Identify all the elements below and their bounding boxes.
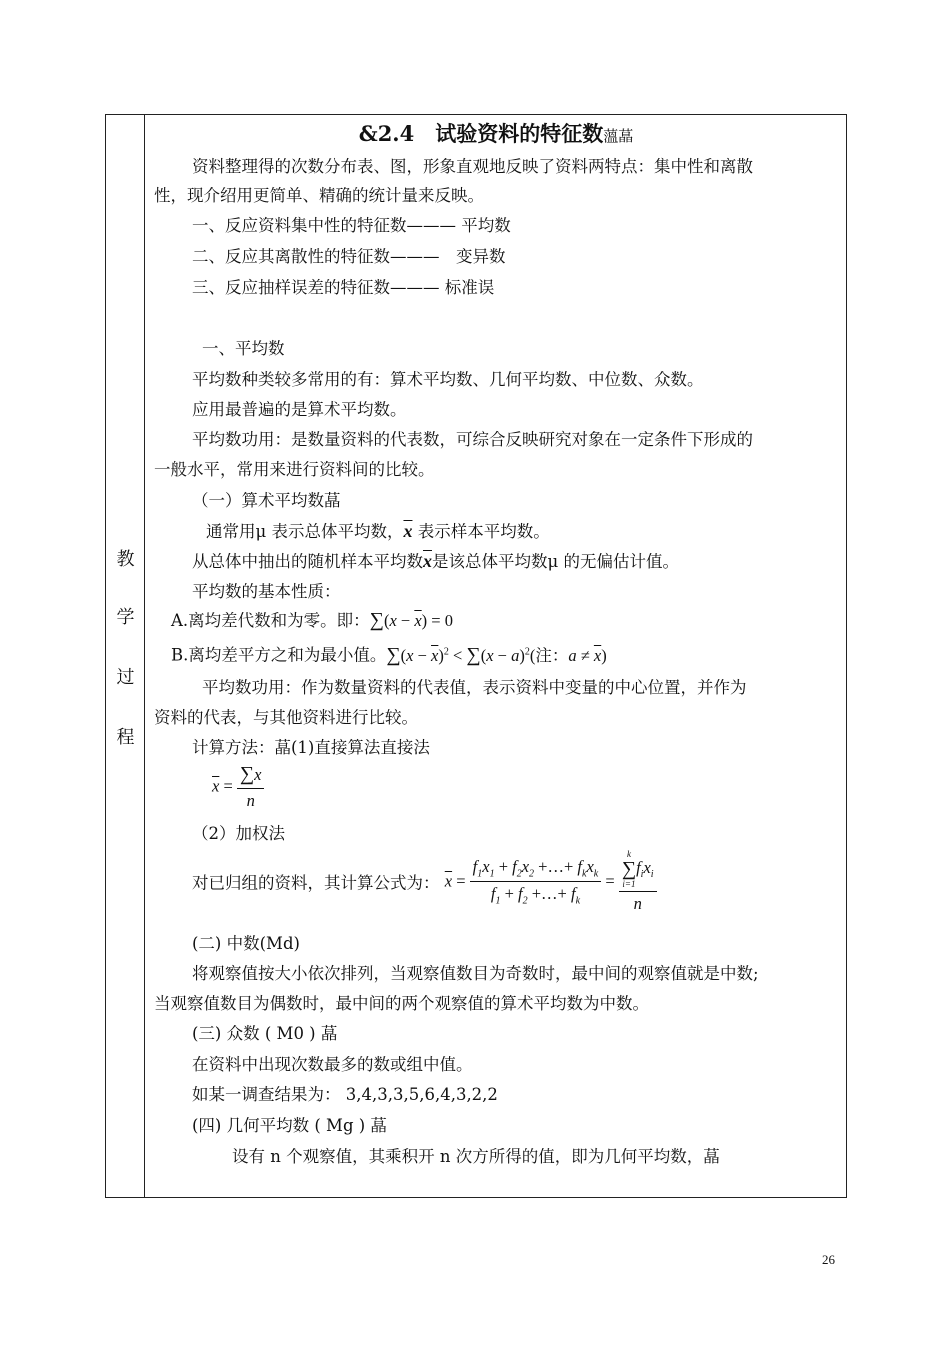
item-1: 一、反应资料集中性的特征数——— 平均数 (192, 216, 511, 235)
geometric-mean-desc: 设有 n 个观察值，其乘积开 n 次方所得的值，即为几何平均数，蕌 (232, 1147, 720, 1166)
intro-line-1: 资料整理得的次数分布表、图，形象直观地反映了资料两特点：集中性和离散 (192, 157, 753, 176)
formula-weighted-lhs: $\overline{x}$ (444, 871, 453, 891)
section-heading-mean: 一、平均数 (202, 339, 285, 358)
paragraph-function-1: 平均数功用：是数量资料的代表数，可综合反映研究对象在一定条件下形成的 (192, 430, 753, 449)
unbiased-line (192, 550, 838, 573)
paragraph-mean-types: 平均数种类较多常用的有：算术平均数、几何平均数、中位数、众数。 (192, 370, 704, 389)
property-b-text: B.离均差平方之和为最小值。 (171, 645, 387, 665)
subheading-geometric-mean: (四) 几何平均数 ( Mg ) 蕌 (192, 1116, 387, 1135)
item-3: 三、反应抽样误差的特征数——— 标准误 (192, 278, 495, 297)
title-tail: 薀蕌 (603, 127, 634, 145)
weighted-formula-line: 对已归组的资料，其计算公式为： $\overline{x}$ = $\frac{f_1x_1 + f_2x_2 +\dots+ f_kx_k}{f_1 + f_2 +\dots+ f_k}$ = k ∑ i=1 $f_ix_i$ n (192, 849, 838, 914)
subheading-arithmetic-mean: （一）算术平均数蕌 (192, 491, 341, 510)
subheading-mode: (三) 众数 ( M0 ) 蕌 (192, 1024, 338, 1043)
xbar-symbol: $\overline{x}$ (403, 521, 413, 541)
formula-direct-lhs: $\overline{x}$ (212, 776, 220, 796)
property-b (171, 641, 838, 667)
content-table (105, 114, 847, 1198)
formula-weighted-fraction-1: $\frac{f_1x_1 + f_2x_2 +\dots+ f_kx_k}{f_1 + f_2 +\dots+ f_k}$ (470, 857, 602, 907)
formula-sum-deviation: $\sum(x - \overline{x}) = 0$ (369, 609, 453, 631)
title-main: &2.4 试验资料的特征数 (358, 121, 604, 146)
notation-text-b: 表示样本平均数。 (412, 522, 550, 541)
formula-direct-fraction: $\frac{\sum x}{n}$ (237, 763, 265, 811)
paragraph-function-2: 一般水平，常用来进行资料间的比较。 (154, 460, 435, 479)
median-desc-1: 将观察值按大小依次排列，当观察值数目为奇数时，最中间的观察值就是中数; (192, 964, 759, 983)
main-content (146, 115, 846, 1197)
weighted-formula-text: 对已归组的资料，其计算公式为： (192, 873, 440, 893)
paragraph-arithmetic: 应用最普遍的是算术平均数。 (192, 400, 407, 419)
mode-example: 如某一调查结果为： 3,4,3,3,5,6,4,3,2,2 (192, 1085, 498, 1104)
paragraph-function-3: 平均数功用：作为数量资料的代表值，表示资料中变量的中心位置，并作为 (202, 678, 747, 697)
notation-text-a: 通常用μ 表示总体平均数， (206, 522, 404, 541)
paragraph-function-4: 资料的代表，与其他资料进行比较。 (154, 708, 418, 727)
properties-heading: 平均数的基本性质： (192, 582, 341, 601)
side-label-jiao: 教 (116, 549, 135, 570)
property-a (171, 609, 838, 632)
side-label-guo: 过 (116, 667, 135, 688)
mode-desc: 在资料中出现次数最多的数或组中值。 (192, 1055, 473, 1074)
side-column (106, 115, 145, 1197)
item-2: 二、反应其离散性的特征数——— 变异数 (192, 247, 506, 266)
weighted-method: （2）加权法 (192, 824, 285, 843)
calc-method: 计算方法：蕌(1)直接算法直接法 (192, 738, 430, 757)
notation-line (206, 520, 838, 543)
xbar-symbol-2: $\overline{x}$ (423, 551, 432, 571)
side-label-xue: 学 (116, 607, 135, 628)
section-title (146, 119, 846, 151)
formula-min-squares: $\sum(x - \overline{x})^2 < \sum(x - a)^2$(注：$a \ne \overline{x}$) (386, 643, 607, 666)
formula-direct: $\overline{x}$ = $\frac{\sum x}{n}$ (212, 763, 838, 811)
page-number: 26 (822, 1252, 835, 1267)
unbiased-text-a: 从总体中抽出的随机样本平均数 (192, 552, 423, 571)
side-label-cheng: 程 (116, 727, 135, 748)
intro-line-2: 性，现介绍用更简单、精确的统计量来反映。 (154, 186, 484, 205)
unbiased-text-b: 是该总体平均数μ 的无偏估计值。 (432, 552, 679, 571)
subheading-median: (二) 中数(Md) (192, 934, 300, 953)
property-a-text: A.离均差代数和为零。即： (171, 611, 370, 630)
formula-weighted-fraction-2: k ∑ i=1 $f_ix_i$ n (619, 849, 657, 914)
median-desc-2: 当观察值数目为偶数时，最中间的两个观察值的算术平均数为中数。 (154, 994, 649, 1013)
